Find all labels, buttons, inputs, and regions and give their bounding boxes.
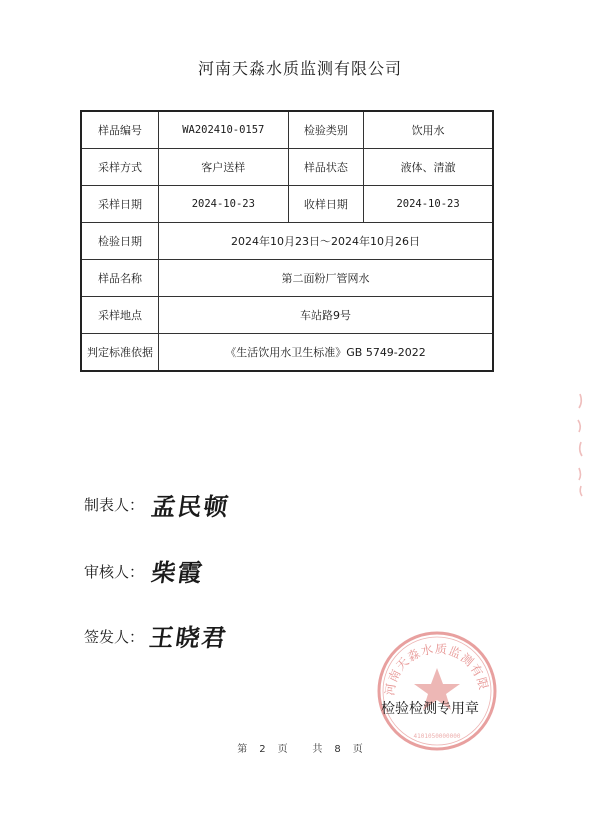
total-pages: 8 bbox=[334, 744, 341, 755]
test-date-value: 2024年10月23日～2024年10月26日 bbox=[159, 223, 493, 260]
receive-date-label: 收样日期 bbox=[288, 186, 364, 223]
company-title: 河南天淼水质监测有限公司 bbox=[197, 59, 402, 78]
test-category-value: 饮用水 bbox=[364, 111, 493, 149]
receive-date-value: 2024-10-23 bbox=[364, 186, 493, 223]
issued-by-signature: 王晓君 bbox=[147, 623, 230, 652]
test-category-label: 检验类别 bbox=[288, 111, 364, 149]
reviewed-by-label: 审核人： bbox=[84, 563, 145, 581]
table-row bbox=[81, 297, 493, 334]
sampling-site-value: 车站路9号 bbox=[159, 297, 493, 334]
test-date-label: 检验日期 bbox=[81, 223, 159, 260]
sample-state-value: 液体、清澈 bbox=[364, 149, 493, 186]
sample-no-label: 样品编号 bbox=[81, 111, 159, 149]
table-row bbox=[81, 111, 493, 149]
total-word: 页 bbox=[352, 744, 363, 755]
sampling-date-value: 2024-10-23 bbox=[159, 186, 289, 223]
svg-text:4101050000000: 4101050000000 bbox=[413, 733, 461, 740]
seal-graphic bbox=[372, 626, 502, 756]
svg-text:河南天淼水质监测有限公司: 河南天淼水质监测有限 bbox=[382, 641, 491, 697]
sampling-site-label: 采样地点 bbox=[81, 297, 159, 334]
table-row bbox=[81, 260, 493, 297]
sample-name-label: 样品名称 bbox=[81, 260, 159, 297]
reviewed-by-signature: 柴霞 bbox=[149, 558, 206, 587]
issued-by-label: 签发人： bbox=[84, 628, 145, 646]
total-prefix: 共 bbox=[312, 744, 323, 755]
prepared-by-signature: 孟民顿 bbox=[149, 492, 232, 521]
sampling-method-label: 采样方式 bbox=[81, 149, 159, 186]
sample-state-label: 样品状态 bbox=[288, 149, 364, 186]
prepared-by-label: 制表人： bbox=[84, 496, 145, 514]
seal-edge-fragment bbox=[572, 390, 586, 500]
sample-no-value: WA202410-0157 bbox=[159, 111, 289, 149]
table-row bbox=[81, 186, 493, 223]
page-number: 2 bbox=[259, 744, 266, 755]
page-footer bbox=[0, 740, 600, 755]
page-word: 页 bbox=[277, 744, 288, 755]
page-prefix: 第 bbox=[237, 744, 248, 755]
seal-caption: 检验检测专用章 bbox=[381, 701, 479, 717]
sampling-method-value: 客户送样 bbox=[159, 149, 289, 186]
table-row bbox=[81, 223, 493, 260]
table-row bbox=[81, 149, 493, 186]
official-seal bbox=[372, 626, 502, 756]
standard-label: 判定标准依据 bbox=[81, 334, 159, 372]
report-info-table bbox=[80, 110, 494, 372]
sampling-date-label: 采样日期 bbox=[81, 186, 159, 223]
sample-name-value: 第二面粉厂管网水 bbox=[159, 260, 493, 297]
table-row bbox=[81, 334, 493, 372]
standard-value: 《生活饮用水卫生标准》GB 5749-2022 bbox=[159, 334, 493, 372]
